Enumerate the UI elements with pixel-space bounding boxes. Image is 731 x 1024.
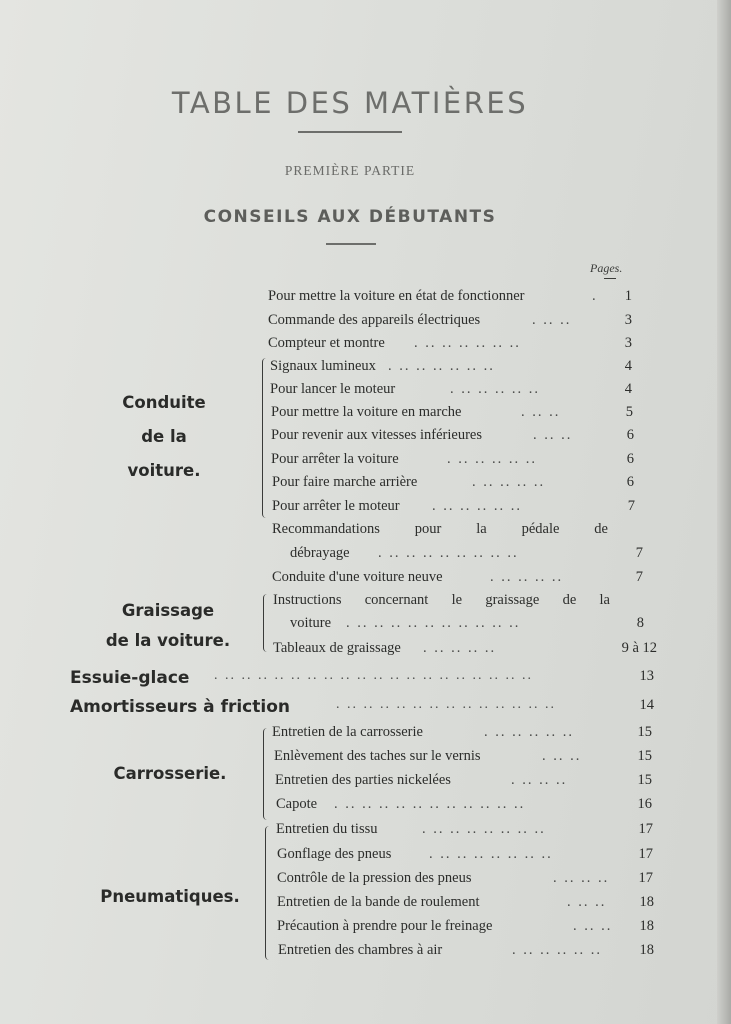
leader-dots: . .. .. .. .. .. .. xyxy=(414,335,521,351)
leader-dots: . .. .. .. .. .. xyxy=(512,942,602,958)
page-number: 9 à 12 xyxy=(621,640,657,656)
page-number: 17 xyxy=(638,846,653,862)
entry-text: Entretien de la bande de roulement xyxy=(277,894,480,910)
entry-text: Entretien du tissu xyxy=(276,821,378,837)
entry-text: Pour mettre la voiture en état de fonctionner xyxy=(268,288,525,304)
toc-entry xyxy=(290,615,644,637)
entry-text: Compteur et montre xyxy=(268,335,385,351)
leader-dots: . .. .. xyxy=(532,312,572,328)
leader-dots: . .. .. .. .. .. xyxy=(447,451,537,467)
page-number: 14 xyxy=(639,697,654,713)
page-title: TABLE DES MATIÈRES xyxy=(171,86,529,120)
toc-entry xyxy=(271,451,634,473)
toc-entry xyxy=(277,870,653,892)
toc-entry xyxy=(272,724,652,746)
section-graissage xyxy=(78,596,258,656)
toc-entry xyxy=(270,358,632,380)
part-subtitle: CONSEILS AUX DÉBUTANTS xyxy=(203,207,497,227)
entry-text: Pour arrêter le moteur xyxy=(272,498,400,514)
page-edge xyxy=(717,0,731,1024)
page-number: 7 xyxy=(635,569,643,585)
leader-dots: . .. .. .. xyxy=(553,870,610,886)
leader-dots: . .. .. .. .. .. .. .. .. .. .. .. .. .. .. .. .. .. .. .. xyxy=(214,668,533,683)
toc-entry xyxy=(271,427,634,449)
toc-entry xyxy=(275,772,652,794)
toc-entry xyxy=(272,474,634,496)
entry-text: Amortisseurs à friction xyxy=(70,697,290,717)
part-label: PREMIÈRE PARTIE xyxy=(284,163,416,178)
title-rule xyxy=(298,131,402,133)
toc-entry xyxy=(268,312,632,334)
entry-text: Contrôle de la pression des pneus xyxy=(277,870,472,886)
page-number: 5 xyxy=(625,404,633,420)
toc-entry xyxy=(290,545,643,567)
toc-entry xyxy=(276,796,652,818)
entry-text-wrapped: Recommandations pour la pédale de xyxy=(272,521,608,537)
toc-entry xyxy=(268,288,632,310)
leader-dots: . .. .. .. .. .. .. .. .. xyxy=(378,545,519,561)
entry-text: Tableaux de graissage xyxy=(273,640,401,656)
entry-text: Enlèvement des taches sur le vernis xyxy=(274,748,481,764)
section-conduite-line3: voiture. xyxy=(127,461,201,480)
subtitle-rule xyxy=(326,243,376,245)
entry-text: Capote xyxy=(276,796,318,812)
leader-dots: . .. .. xyxy=(542,748,582,764)
entry-text: Pour mettre la voiture en marche xyxy=(271,404,462,420)
toc-entry xyxy=(274,748,652,770)
toc-entry-major xyxy=(70,668,654,694)
page-number: 6 xyxy=(626,451,634,467)
page-number: 16 xyxy=(637,796,652,812)
entry-text: Pour revenir aux vitesses inférieures xyxy=(271,427,482,443)
section-conduite-line2: de la xyxy=(141,427,187,446)
section-carrosserie: Carrosserie. xyxy=(113,764,227,783)
toc-entry xyxy=(278,942,654,964)
entry-text: Entretien de la carrosserie xyxy=(272,724,423,740)
page-number: 18 xyxy=(639,942,654,958)
toc-entry xyxy=(272,569,643,591)
page-number: 7 xyxy=(627,498,635,514)
page-number: 6 xyxy=(626,427,634,443)
pages-column-label: Pages. xyxy=(590,261,623,275)
leader-dots: . .. .. .. .. xyxy=(490,569,564,585)
page-number: 3 xyxy=(624,335,632,351)
brace-carrosserie xyxy=(263,728,269,820)
pages-label-dash xyxy=(604,278,616,279)
toc-entry xyxy=(276,821,653,843)
entry-text: Pour faire marche arrière xyxy=(272,474,418,490)
section-conduite-line1: Conduite xyxy=(122,393,206,412)
toc-entry xyxy=(277,846,653,868)
leader-dots: . .. .. xyxy=(567,894,607,910)
entry-text: Gonflage des pneus xyxy=(277,846,392,862)
entry-text: Pour lancer le moteur xyxy=(270,381,396,397)
leader-dots: . .. .. .. .. .. xyxy=(432,498,522,514)
page-number: 17 xyxy=(638,821,653,837)
section-conduite xyxy=(104,386,224,488)
leader-dots: . .. .. .. .. xyxy=(423,640,497,656)
brace-pneumatiques xyxy=(265,826,271,960)
page-number: 4 xyxy=(624,358,632,374)
leader-dots: . .. .. .. xyxy=(511,772,568,788)
leader-dots: . .. .. .. .. .. .. .. xyxy=(429,846,553,862)
leader-dots: . xyxy=(592,288,598,304)
toc-entry xyxy=(273,640,657,662)
page-number: 15 xyxy=(637,772,652,788)
page-number: 4 xyxy=(624,381,632,397)
page-number: 18 xyxy=(639,918,654,934)
leader-dots: . .. .. .. .. .. .. xyxy=(388,358,495,374)
toc-entry-major xyxy=(70,697,654,723)
page-number: 15 xyxy=(637,724,652,740)
page-number: 8 xyxy=(636,615,644,631)
leader-dots: . .. .. .. .. .. .. .. .. .. .. .. .. .. xyxy=(336,697,556,712)
toc-entry xyxy=(271,404,633,426)
page-number: 6 xyxy=(626,474,634,490)
leader-dots: . .. .. xyxy=(573,918,613,934)
section-graissage-line2: de la voiture. xyxy=(105,631,231,650)
page-number: 3 xyxy=(624,312,632,328)
page-number: 1 xyxy=(624,288,632,304)
brace-graissage xyxy=(263,594,269,652)
leader-dots: . .. .. xyxy=(533,427,573,443)
toc-entry xyxy=(277,894,654,916)
entry-text: Pour arrêter la voiture xyxy=(271,451,399,467)
entry-text: Essuie-glace xyxy=(70,668,190,688)
leader-dots: . .. .. .. .. .. .. .. .. .. .. xyxy=(346,615,521,631)
toc-entry xyxy=(272,498,635,520)
entry-text: voiture xyxy=(290,615,332,631)
leader-dots: . .. .. .. .. .. .. .. xyxy=(422,821,546,837)
page-number: 13 xyxy=(639,668,654,684)
page-number: 18 xyxy=(639,894,654,910)
section-pneumatiques: Pneumatiques. xyxy=(100,887,240,906)
entry-text: Précaution à prendre pour le freinage xyxy=(277,918,493,934)
brace-conduite xyxy=(262,358,268,518)
leader-dots: . .. .. .. .. xyxy=(472,474,546,490)
page-number: 7 xyxy=(635,545,643,561)
toc-entry xyxy=(268,335,632,357)
entry-text: débrayage xyxy=(290,545,350,561)
entry-text-wrapped: Instructions concernant le graissage de la xyxy=(273,592,610,608)
section-graissage-line1: Graissage xyxy=(121,601,215,620)
leader-dots: . .. .. .. .. .. .. .. .. .. .. .. xyxy=(334,796,526,812)
page-number: 15 xyxy=(637,748,652,764)
page-number: 17 xyxy=(638,870,653,886)
toc-entry xyxy=(270,381,632,403)
entry-text: Commande des appareils électriques xyxy=(268,312,481,328)
entry-text: Entretien des chambres à air xyxy=(278,942,443,958)
leader-dots: . .. .. xyxy=(521,404,561,420)
toc-entry xyxy=(277,918,654,940)
entry-text: Conduite d'une voiture neuve xyxy=(272,569,443,585)
entry-text: Entretien des parties nickelées xyxy=(275,772,451,788)
leader-dots: . .. .. .. .. .. xyxy=(450,381,540,397)
entry-text: Signaux lumineux xyxy=(270,358,376,374)
leader-dots: . .. .. .. .. .. xyxy=(484,724,574,740)
